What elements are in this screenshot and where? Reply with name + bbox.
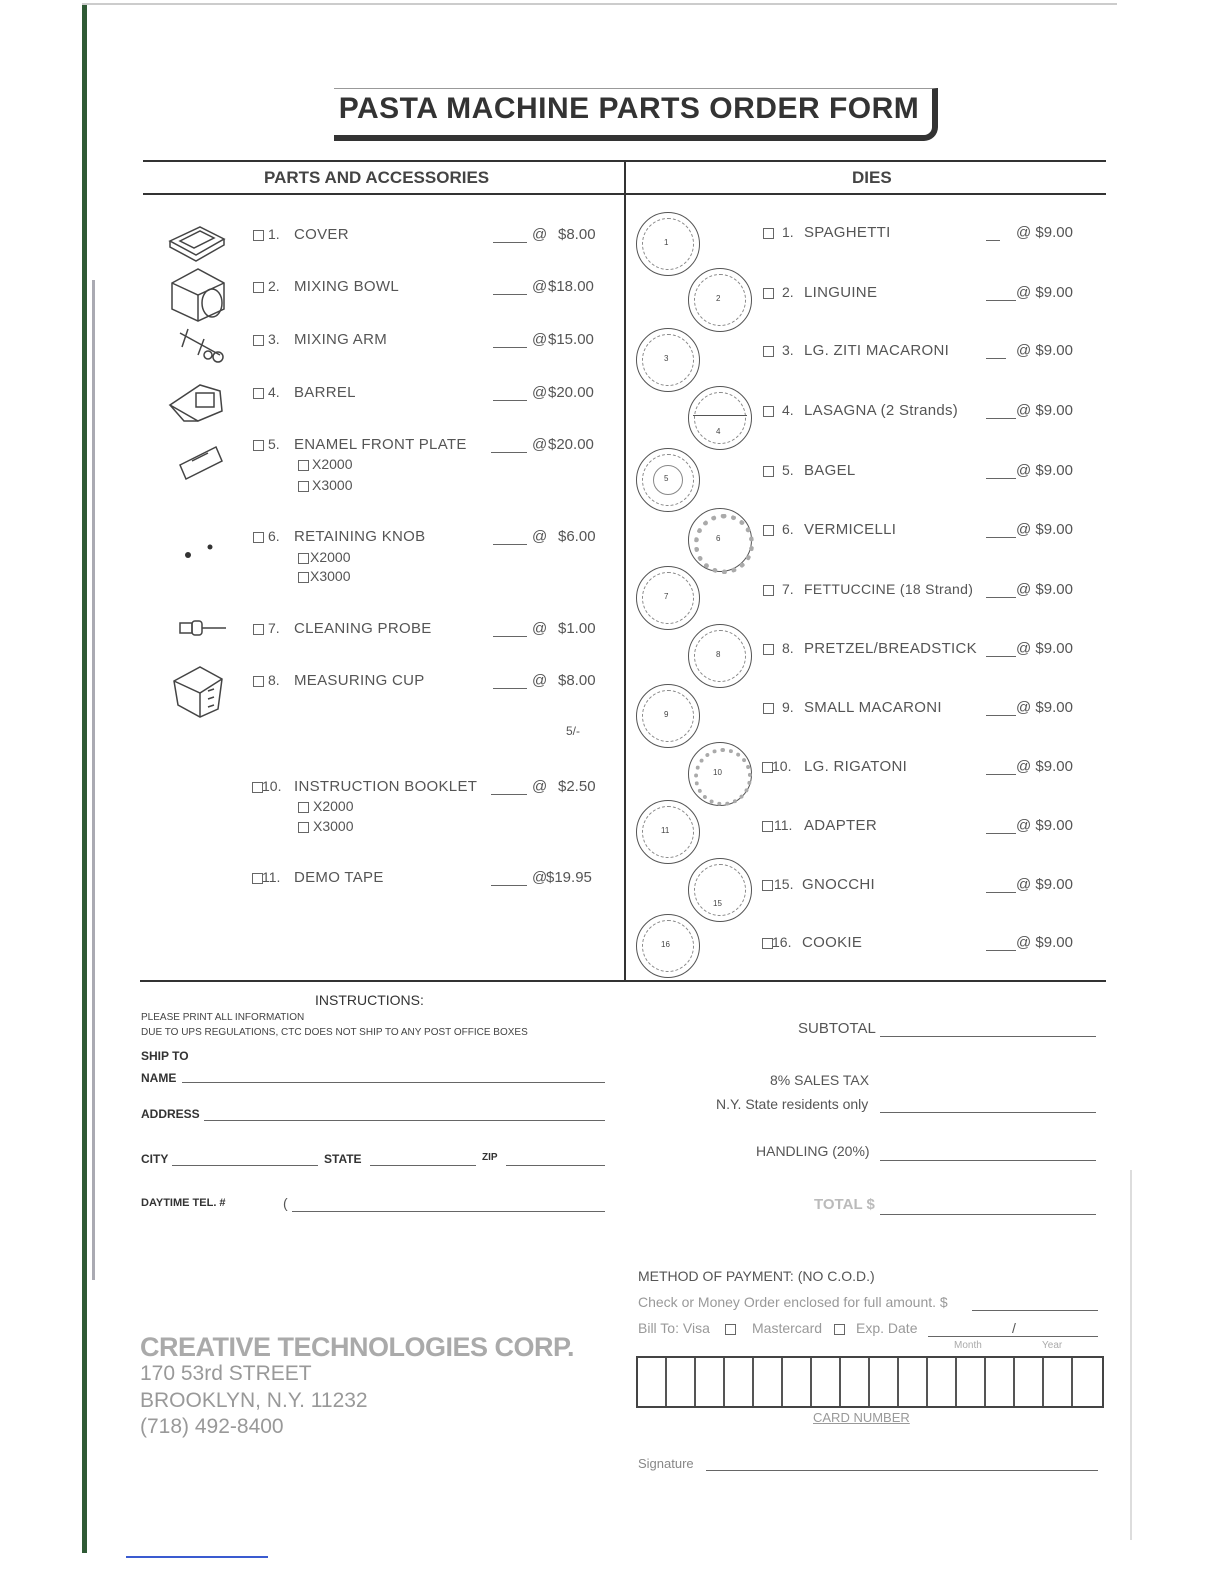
exp-date-field[interactable] (928, 1336, 1098, 1337)
page-title: PASTA MACHINE PARTS ORDER FORM (338, 92, 920, 125)
qty-blank[interactable] (986, 892, 1016, 893)
die-ring (694, 392, 746, 444)
part-price: $20.00 (548, 384, 594, 401)
company-city: BROOKLYN, N.Y. 11232 (140, 1389, 368, 1412)
qty-blank[interactable] (491, 885, 527, 886)
part-num: 3. (268, 331, 280, 347)
cover-illustration (170, 227, 224, 261)
qty-blank[interactable] (493, 636, 527, 637)
die-number: 1 (664, 238, 669, 247)
die-name: SPAGHETTI (804, 224, 891, 241)
qty-blank[interactable] (493, 347, 527, 348)
die-num: 10. (772, 758, 792, 774)
part-name: MIXING ARM (294, 331, 388, 348)
die-number: 9 (664, 710, 669, 719)
part-price: $6.00 (558, 528, 596, 545)
qty-blank[interactable] (493, 400, 527, 401)
card-cell-divider (1071, 1358, 1073, 1406)
total-label: TOTAL $ (814, 1196, 875, 1213)
card-cell-divider (984, 1358, 986, 1406)
card-cell-divider (781, 1358, 783, 1406)
stray-mark: 5/- (566, 724, 581, 738)
payment-heading: METHOD OF PAYMENT: (NO C.O.D.) (638, 1268, 875, 1284)
die-price: @ $9.00 (1016, 581, 1073, 598)
die-10-disc (688, 742, 752, 806)
mixing-bowl-illustration (172, 269, 224, 321)
die-number: 10 (713, 768, 722, 777)
mastercard-label: Mastercard (752, 1320, 823, 1336)
exp-date-label: Exp. Date (856, 1320, 918, 1336)
die-num: 9. (782, 699, 794, 715)
option-checkbox[interactable] (298, 822, 309, 833)
die-15-disc (688, 858, 752, 922)
part-price: $8.00 (558, 226, 596, 243)
qty-blank[interactable] (493, 242, 527, 243)
die-name: LASAGNA (2 Strands) (804, 402, 959, 419)
option-label: X3000 (312, 477, 353, 493)
company-name: CREATIVE TECHNOLOGIES CORP. (140, 1332, 575, 1362)
state-label: STATE (324, 1152, 362, 1166)
die-num: 5. (782, 462, 794, 478)
option-label: X2000 (310, 549, 351, 565)
die-num: 1. (782, 224, 794, 240)
die-name: VERMICELLI (804, 521, 897, 538)
qty-blank[interactable] (493, 294, 527, 295)
die-7-disc (636, 566, 700, 630)
die-name: BAGEL (804, 462, 856, 479)
die-price: @ $9.00 (1016, 402, 1073, 419)
card-cell-divider (1013, 1358, 1015, 1406)
die-4-checkbox[interactable] (763, 406, 774, 417)
card-cell-divider (694, 1358, 696, 1406)
at-sign: @ (532, 278, 548, 295)
measuring-cup-illustration (174, 667, 222, 717)
instructions-line2: DUE TO UPS REGULATIONS, CTC DOES NOT SHIP TO ANY POST OFFICE BOXES (141, 1027, 528, 1038)
die-price: @ $9.00 (1016, 462, 1073, 479)
part-num: 2. (268, 278, 280, 294)
part-name: COVER (294, 226, 349, 243)
die-8-disc (688, 624, 752, 688)
part-name: CLEANING PROBE (294, 620, 432, 637)
year-caption: Year (1042, 1340, 1063, 1351)
part-8-checkbox[interactable] (253, 676, 264, 687)
die-number: 11 (661, 826, 670, 835)
signature-label: Signature (638, 1456, 694, 1471)
part-3-checkbox[interactable] (253, 335, 264, 346)
die-number: 5 (664, 474, 669, 483)
month-caption: Month (954, 1340, 982, 1351)
mastercard-checkbox[interactable] (834, 1324, 845, 1335)
die-name: LG. RIGATONI (804, 758, 908, 775)
front-plate-illustration (180, 447, 222, 479)
at-sign: @ (532, 226, 548, 243)
die-num: 2. (782, 284, 794, 300)
die-num: 6. (782, 521, 794, 537)
qty-blank[interactable] (986, 358, 1006, 359)
option-checkbox[interactable] (298, 572, 309, 583)
die-num: 11. (774, 817, 793, 833)
part-num: 10. (262, 778, 282, 794)
qty-blank[interactable] (491, 452, 527, 453)
card-cell-divider (752, 1358, 754, 1406)
binding-shadow (92, 280, 95, 1280)
card-cell-divider (723, 1358, 725, 1406)
die-price: @ $9.00 (1016, 284, 1073, 301)
die-11-checkbox[interactable] (762, 821, 773, 832)
city-label: CITY (141, 1152, 169, 1166)
part-4-checkbox[interactable] (253, 388, 264, 399)
part-5-checkbox[interactable] (253, 440, 264, 451)
option-checkbox[interactable] (298, 553, 309, 564)
cleaning-probe-illustration (180, 621, 226, 635)
die-4-disc (688, 386, 752, 450)
retaining-knob-illustration (185, 545, 213, 559)
die-num: 15. (774, 876, 794, 892)
at-sign: @ (532, 672, 548, 689)
state-field[interactable] (370, 1165, 476, 1166)
company-street: 170 53rd STREET (140, 1362, 312, 1385)
at-sign: @ (532, 331, 548, 348)
die-number: 2 (716, 294, 721, 303)
part-num: 8. (268, 672, 280, 688)
bill-to-label: Bill To: Visa (638, 1320, 710, 1336)
part-name: RETAINING KNOB (294, 528, 426, 545)
city-field[interactable] (172, 1165, 318, 1166)
address-label: ADDRESS (141, 1107, 200, 1121)
part-num: 11. (262, 869, 281, 885)
at-sign: @ (532, 869, 548, 886)
die-price: @ $9.00 (1016, 699, 1073, 716)
die-slot (693, 415, 747, 416)
check-amount-field[interactable] (972, 1310, 1098, 1311)
table-bottom-rule (140, 980, 1106, 982)
die-6-disc (688, 508, 752, 572)
die-number: 4 (716, 427, 721, 436)
card-cell-divider (897, 1358, 899, 1406)
instructions-heading: INSTRUCTIONS: (315, 992, 424, 1008)
die-number: 3 (664, 354, 669, 363)
at-sign: @ (532, 528, 548, 545)
die-price: @ $9.00 (1016, 817, 1073, 834)
qty-blank[interactable] (986, 774, 1016, 775)
die-price: @ $9.00 (1016, 640, 1073, 657)
instructions-line1: PLEASE PRINT ALL INFORMATION (141, 1012, 305, 1023)
binding-strip (82, 5, 87, 1553)
part-num: 1. (268, 226, 280, 242)
die-9-disc (636, 684, 700, 748)
die-price: @ $9.00 (1016, 342, 1073, 359)
die-number: 6 (716, 534, 721, 543)
part-price: $20.00 (548, 436, 594, 453)
part-name: BARREL (294, 384, 356, 401)
tax-label: 8% SALES TAX (770, 1072, 870, 1088)
qty-blank[interactable] (491, 794, 527, 795)
die-name: PRETZEL/BREADSTICK (804, 640, 977, 657)
die-8-checkbox[interactable] (763, 644, 774, 655)
ship-to-label: SHIP TO (141, 1049, 189, 1063)
zip-field[interactable] (506, 1165, 605, 1166)
die-1-disc (636, 212, 700, 276)
die-number: 7 (664, 592, 669, 601)
die-9-checkbox[interactable] (763, 703, 774, 714)
card-cell-divider (868, 1358, 870, 1406)
card-number-label: CARD NUMBER (813, 1410, 910, 1425)
die-ring (694, 514, 754, 574)
at-sign: @ (532, 620, 548, 637)
qty-blank[interactable] (493, 688, 527, 689)
card-cell-divider (839, 1358, 841, 1406)
part-7-checkbox[interactable] (253, 624, 264, 635)
die-2-disc (688, 268, 752, 332)
die-price: @ $9.00 (1016, 934, 1073, 951)
at-sign: @ (532, 778, 548, 795)
part-price: $1.00 (558, 620, 596, 637)
tel-label: DAYTIME TEL. # (141, 1197, 226, 1209)
qty-blank[interactable] (986, 597, 1016, 598)
name-field[interactable] (182, 1082, 605, 1083)
mixing-arm-illustration (180, 329, 223, 362)
die-name: LG. ZITI MACARONI (804, 342, 950, 359)
part-price: $15.00 (548, 331, 594, 348)
qty-blank[interactable] (986, 833, 1016, 834)
die-num: 8. (782, 640, 794, 656)
tax-field[interactable] (880, 1112, 1096, 1113)
part-name: MEASURING CUP (294, 672, 425, 689)
die-num: 7. (782, 581, 794, 597)
die-3-disc (636, 328, 700, 392)
visa-checkbox[interactable] (725, 1324, 736, 1335)
qty-blank[interactable] (986, 537, 1016, 538)
card-cell-divider (810, 1358, 812, 1406)
die-price: @ $9.00 (1016, 758, 1073, 775)
qty-blank[interactable] (986, 950, 1016, 951)
die-num: 4. (782, 402, 794, 418)
tax-note: N.Y. State residents only (716, 1096, 869, 1112)
die-1-checkbox[interactable] (763, 228, 774, 239)
option-label: X2000 (312, 456, 353, 472)
card-number-grid[interactable] (636, 1356, 1104, 1408)
option-label: X3000 (313, 818, 354, 834)
card-cell-divider (926, 1358, 928, 1406)
part-num: 7. (268, 620, 280, 636)
card-cell-divider (1042, 1358, 1044, 1406)
subtotal-field[interactable] (880, 1036, 1096, 1037)
name-label: NAME (141, 1071, 177, 1085)
total-field[interactable] (880, 1214, 1096, 1215)
option-checkbox[interactable] (298, 481, 309, 492)
signature-field[interactable] (706, 1470, 1098, 1471)
die-number: 16 (661, 940, 670, 949)
barrel-illustration (170, 385, 222, 421)
die-5-checkbox[interactable] (763, 466, 774, 477)
qty-blank[interactable] (986, 656, 1016, 657)
die-3-checkbox[interactable] (763, 346, 774, 357)
at-sign: @ (532, 384, 548, 401)
qty-blank[interactable] (986, 478, 1016, 479)
qty-blank[interactable] (986, 240, 1000, 241)
part-num: 6. (268, 528, 280, 544)
die-price: @ $9.00 (1016, 224, 1073, 241)
die-name: ADAPTER (804, 817, 877, 834)
part-price: $2.50 (558, 778, 596, 795)
right-edge (1130, 1170, 1132, 1540)
part-name: DEMO TAPE (294, 869, 384, 886)
die-name: COOKIE (802, 934, 863, 951)
die-ring (694, 864, 746, 916)
parts-header: PARTS AND ACCESSORIES (264, 168, 490, 187)
die-11-disc (636, 800, 700, 864)
part-price: $8.00 (558, 672, 596, 689)
die-num: 3. (782, 342, 794, 358)
part-num: 4. (268, 384, 280, 400)
card-cell-divider (955, 1358, 957, 1406)
part-name: MIXING BOWL (294, 278, 399, 295)
die-ring (694, 748, 752, 806)
card-cell-divider (665, 1358, 667, 1406)
die-2-checkbox[interactable] (763, 288, 774, 299)
qty-blank[interactable] (986, 715, 1016, 716)
handling-field[interactable] (880, 1160, 1096, 1161)
die-name: LINGUINE (804, 284, 878, 301)
handling-label: HANDLING (20%) (756, 1143, 870, 1159)
die-name: FETTUCCINE (18 Strand) (804, 581, 974, 597)
part-price: $19.95 (546, 869, 592, 886)
check-line-label: Check or Money Order enclosed for full amount. $ (638, 1294, 948, 1310)
die-6-checkbox[interactable] (763, 525, 774, 536)
subtotal-label: SUBTOTAL (798, 1020, 876, 1037)
part-2-checkbox[interactable] (253, 282, 264, 293)
part-name: INSTRUCTION BOOKLET (294, 778, 478, 795)
die-7-checkbox[interactable] (763, 585, 774, 596)
at-sign: @ (532, 436, 548, 453)
die-15-checkbox[interactable] (762, 880, 773, 891)
die-number: 8 (716, 650, 721, 659)
parts-illustrations (160, 215, 240, 735)
die-price: @ $9.00 (1016, 876, 1073, 893)
column-divider (624, 160, 626, 980)
die-number: 15 (713, 899, 722, 908)
part-name: ENAMEL FRONT PLATE (294, 436, 467, 453)
part-1-checkbox[interactable] (253, 230, 264, 241)
die-name: SMALL MACARONI (804, 699, 942, 716)
tel-paren: ( (283, 1195, 288, 1211)
qty-blank[interactable] (493, 544, 527, 545)
exp-date-slash: / (1012, 1320, 1016, 1336)
die-price: @ $9.00 (1016, 521, 1073, 538)
tel-field[interactable] (292, 1211, 605, 1212)
die-16-disc (636, 914, 700, 978)
die-5-disc (636, 448, 700, 512)
option-checkbox[interactable] (298, 802, 309, 813)
die-num: 16. (772, 934, 792, 950)
qty-blank[interactable] (986, 418, 1016, 419)
die-name: GNOCCHI (802, 876, 875, 893)
qty-blank[interactable] (986, 300, 1016, 301)
top-edge (82, 3, 1117, 5)
bottom-mark (126, 1556, 268, 1558)
company-phone: (718) 492-8400 (140, 1415, 284, 1438)
part-num: 5. (268, 436, 280, 452)
option-label: X2000 (313, 798, 354, 814)
option-label: X3000 (310, 568, 351, 584)
part-6-checkbox[interactable] (253, 532, 264, 543)
option-checkbox[interactable] (298, 460, 309, 471)
address-field[interactable] (204, 1120, 605, 1121)
zip-label: ZIP (482, 1152, 498, 1163)
part-price: $18.00 (548, 278, 594, 295)
dies-header: DIES (852, 168, 892, 187)
